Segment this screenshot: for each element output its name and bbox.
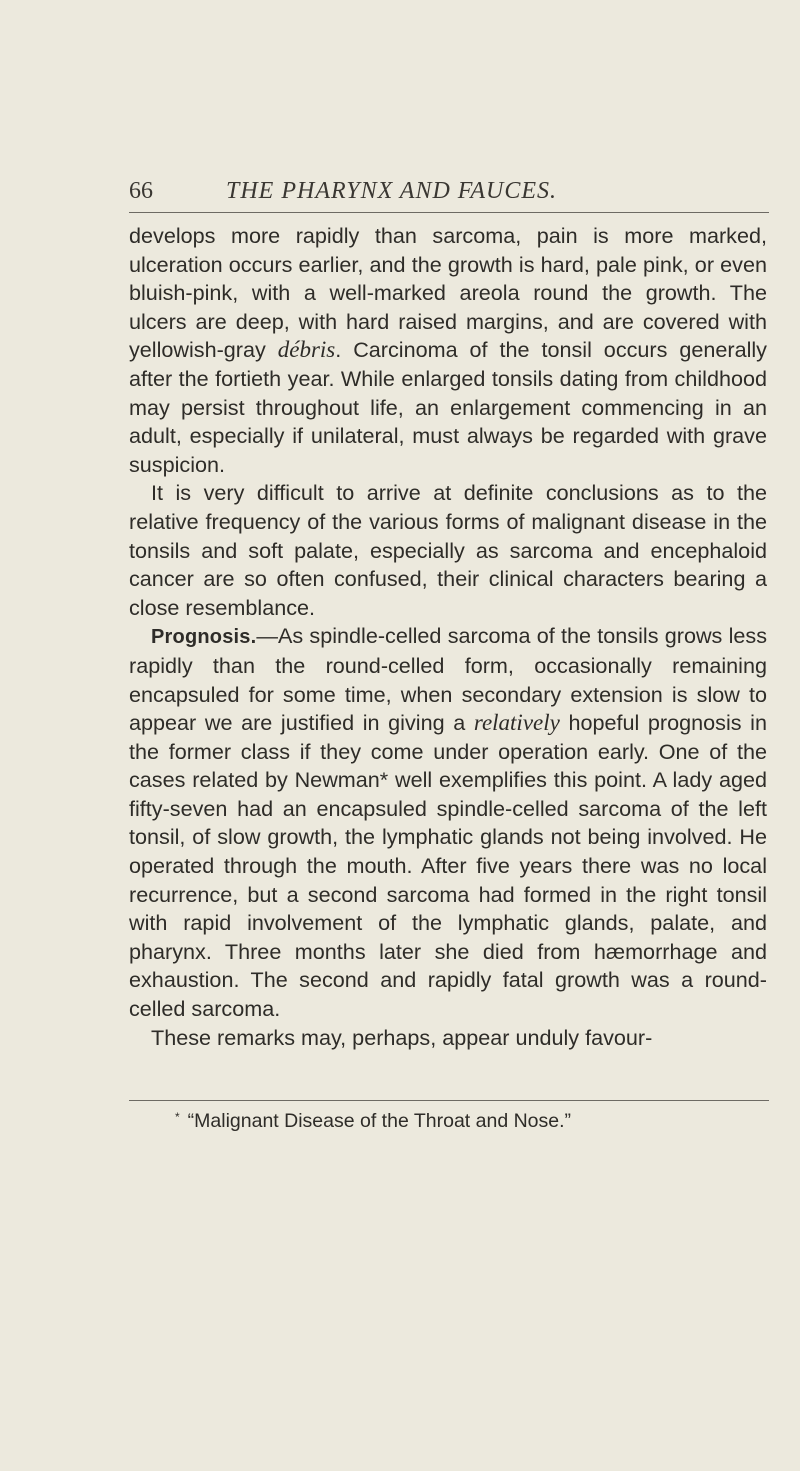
running-title: THE PHARYNX AND FAUCES.: [226, 178, 558, 204]
paragraph-1-tail: . Carcinoma of the tonsil occurs generally after the fortieth year. While enlarged tonsils dating from childhood may persist throughout life, an enlargement commencing in an adult, especially if unilateral, must always be regarded with grave suspicion.: [129, 337, 767, 477]
footnote-text: “Malignant Disease of the Throat and Nose.”: [187, 1110, 572, 1132]
paragraph-3-italic: relatively: [473, 710, 560, 736]
paragraph-3-text-b: hopeful prognosis in the former class if they come under operation early. One of the cases related by Newman* well exemplifies this point. A lady aged fifty-seven had an encapsuled spindle-celled sarcoma of the left tonsil, of slow growth, the lymphatic glands not being involved. He operated through the mouth. After five years there was no local recurrence, but a second sarcoma had formed in the right tonsil with rapid involvement of the lymphatic glands, palate, and pharynx. Three months later she died from hæmorrhage and exhaustion. The second and rapidly fatal growth was a round-celled sarcoma.: [129, 710, 767, 1022]
paragraph-3-text-a: —As spindle-celled sarcoma of the tonsils grows less rapidly than the round-celled form, occasionally remaining encapsuled for some time, when secondary extension is slow to appear we are justified in giving a: [129, 623, 767, 736]
paragraph-3: [129, 622, 767, 1023]
paragraph-4: These remarks may, perhaps, appear unduly favour-: [151, 1024, 653, 1050]
paragraph-1-italic: débris: [277, 337, 336, 363]
header-rule: [129, 212, 769, 213]
paragraph-1: [129, 222, 767, 479]
footnote-rule: [129, 1100, 769, 1101]
body-text: [129, 222, 767, 1052]
footnote-mark: *: [175, 1110, 180, 1124]
footnote: [175, 1110, 775, 1133]
prognosis-heading: Prognosis.: [151, 626, 257, 649]
running-head: [129, 178, 769, 212]
paragraph-1-text: develops more rapidly than sarcoma, pain is more marked, ulceration occurs earlier, and the growth is hard, pale pink, or even bluish-pink, with a well-marked areola round the growth. The ulcers are deep, with hard raised margins, and are covered with yellowish-gray: [129, 223, 767, 363]
page-number: 66: [129, 178, 153, 204]
paragraph-2: It is very difficult to arrive at definite conclusions as to the relative frequency of the various forms of malignant disease in the tonsils and soft palate, especially as sarcoma and encephaloid cancer are so often confused, their clinical characters bearing a close resemblance.: [129, 480, 767, 620]
